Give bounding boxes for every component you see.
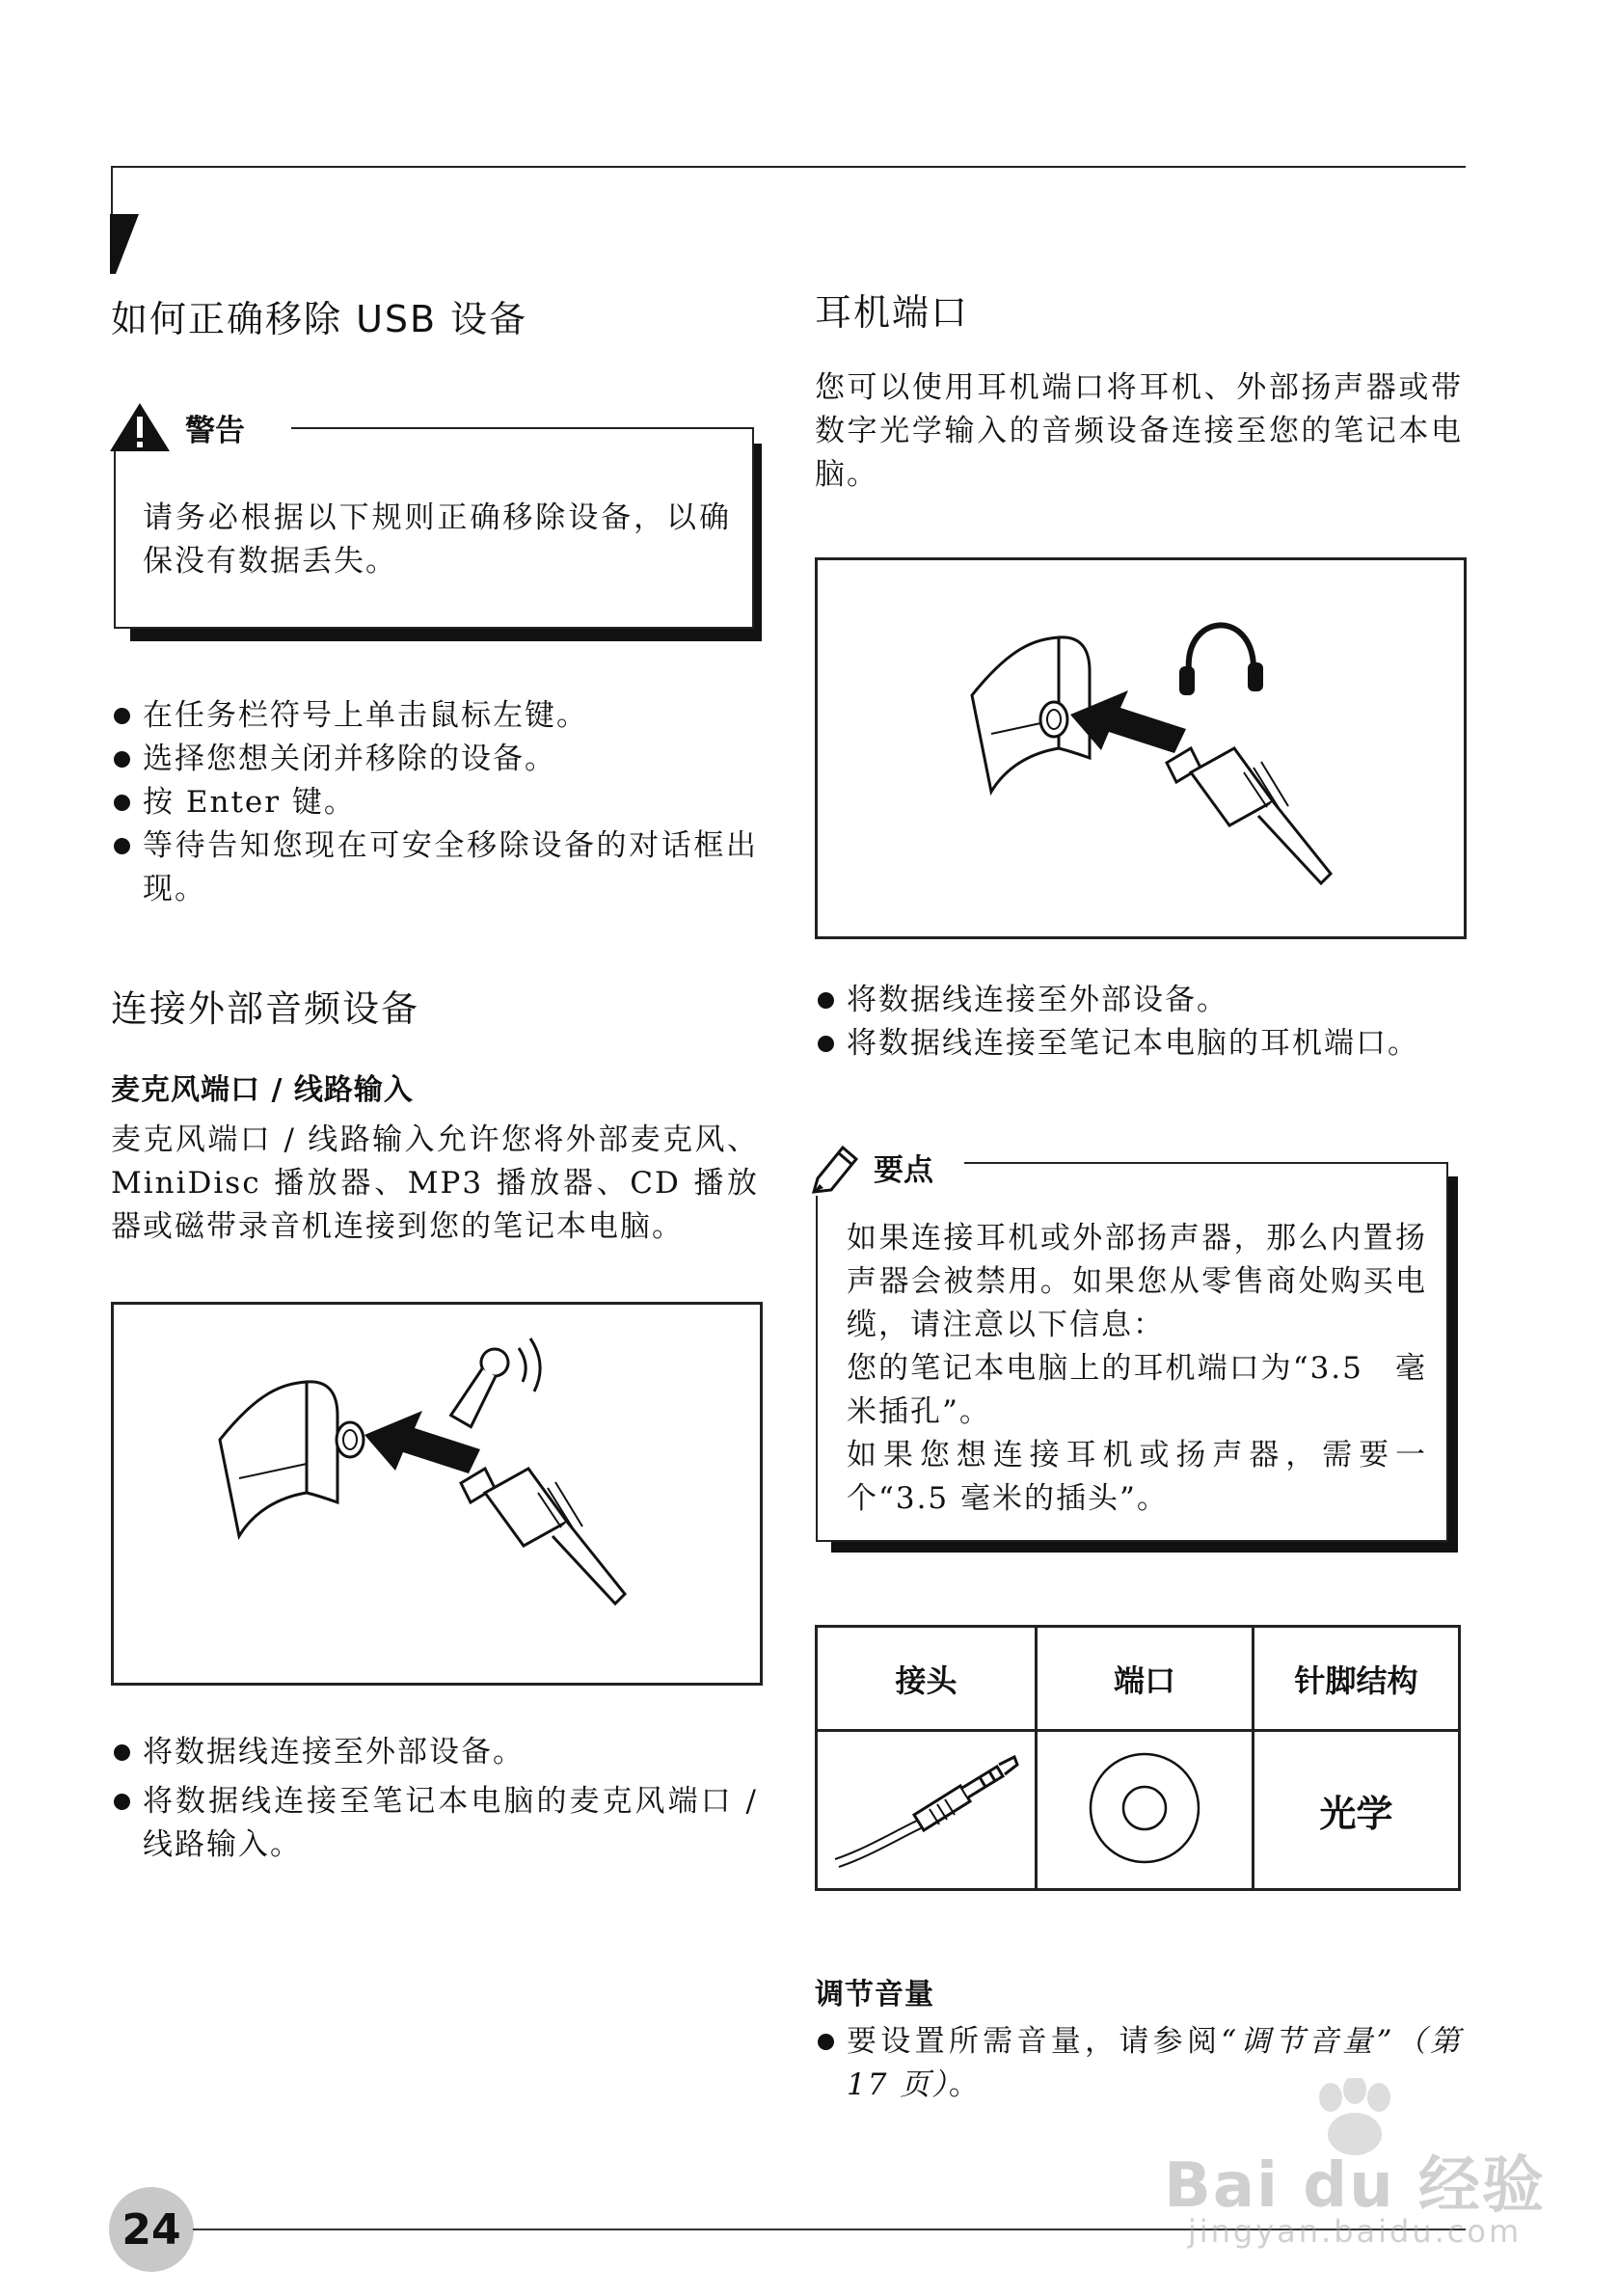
volume-text-suffix: 。 <box>948 2067 981 2102</box>
audio-plug-icon <box>825 1745 1028 1871</box>
table-cell-pin: 光学 <box>1254 1731 1460 1890</box>
usb-section-title: 如何正确移除 USB 设备 <box>111 298 528 340</box>
watermark-main: Bai du 经验 <box>1164 2150 1546 2222</box>
mic-intro-text: 麦克风端口 / 线路输入允许您将外部麦克风、MiniDisc 播放器、MP3 播放器、CD 播放器或磁带录音机连接到您的笔记本电脑。 <box>111 1122 759 1244</box>
list-item: 按 Enter 键。 <box>112 781 758 824</box>
header-corner-mark <box>110 214 139 274</box>
headphone-section-title: 耳机端口 <box>815 291 970 334</box>
table-header-cell: 接头 <box>817 1627 1037 1731</box>
watermark <box>1152 2078 1557 2261</box>
table-header-row <box>817 1627 1460 1731</box>
mic-subtitle: 麦克风端口 / 线路输入 <box>111 1073 414 1107</box>
page-number-badge <box>109 2187 194 2272</box>
headphone-steps-list <box>816 979 1462 1066</box>
volume-section-title: 调节音量 <box>815 1978 934 2012</box>
table-row <box>817 1731 1460 1890</box>
note-header <box>810 1138 964 1196</box>
volume-text: 要设置所需音量，请参阅 <box>847 2024 1222 2059</box>
warning-label: 警告 <box>185 413 245 448</box>
page-number: 24 <box>121 2204 181 2255</box>
volume-reference-link[interactable]: “调节音量”（第 17 页） <box>847 2024 1463 2102</box>
list-item: 将数据线连接至笔记本电脑的麦克风端口 / 线路输入。 <box>112 1780 758 1867</box>
table-header-cell: 端口 <box>1037 1627 1254 1731</box>
list-item: 将数据线连接至笔记本电脑的耳机端口。 <box>816 1022 1462 1066</box>
note-line: 您的笔记本电脑上的耳机端口为“3.5 毫米插孔”。 <box>847 1351 1427 1429</box>
watermark-url: jingyan.baidu.com <box>1187 2213 1523 2250</box>
warning-icon <box>108 401 172 453</box>
microphone-connection-illustration <box>114 1305 760 1683</box>
note-line: 如果您想连接耳机或扬声器，需要一个“3.5 毫米的插头”。 <box>847 1438 1427 1516</box>
connector-table <box>815 1625 1461 1891</box>
headphone-intro-text: 您可以使用耳机端口将耳机、外部扬声器或带数字光学输入的音频设备连接至您的笔记本电脑。 <box>815 370 1463 492</box>
header-rule <box>111 166 1466 168</box>
table-cell <box>1037 1731 1254 1890</box>
note-label: 要点 <box>874 1152 933 1188</box>
list-item: 将数据线连接至外部设备。 <box>816 979 1462 1022</box>
list-item: 在任务栏符号上单击鼠标左键。 <box>112 694 758 738</box>
table-cell <box>817 1731 1037 1890</box>
note-text <box>847 1217 1427 1521</box>
list-item: 将数据线连接至外部设备。 <box>112 1731 758 1774</box>
table-header-cell: 针脚结构 <box>1254 1627 1460 1731</box>
warning-header <box>108 403 291 451</box>
note-line: 如果连接耳机或外部扬声器，那么内置扬声器会被禁用。如果您从零售商处购买电缆，请注意以下信息： <box>847 1221 1427 1342</box>
headphone-connection-illustration <box>818 560 1464 936</box>
list-item: 等待告知您现在可安全移除设备的对话框出现。 <box>112 824 758 911</box>
warning-text: 请务必根据以下规则正确移除设备，以确保没有数据丢失。 <box>143 500 731 579</box>
list-item: 选择您想关闭并移除的设备。 <box>112 738 758 781</box>
headphone-figure-frame <box>815 557 1467 939</box>
mic-figure-frame <box>111 1302 763 1686</box>
mic-steps-list <box>112 1731 758 1867</box>
pencil-icon <box>810 1140 864 1194</box>
audio-port-icon <box>1082 1745 1207 1871</box>
usb-steps-list <box>112 694 758 911</box>
audio-section-title: 连接外部音频设备 <box>111 987 420 1030</box>
